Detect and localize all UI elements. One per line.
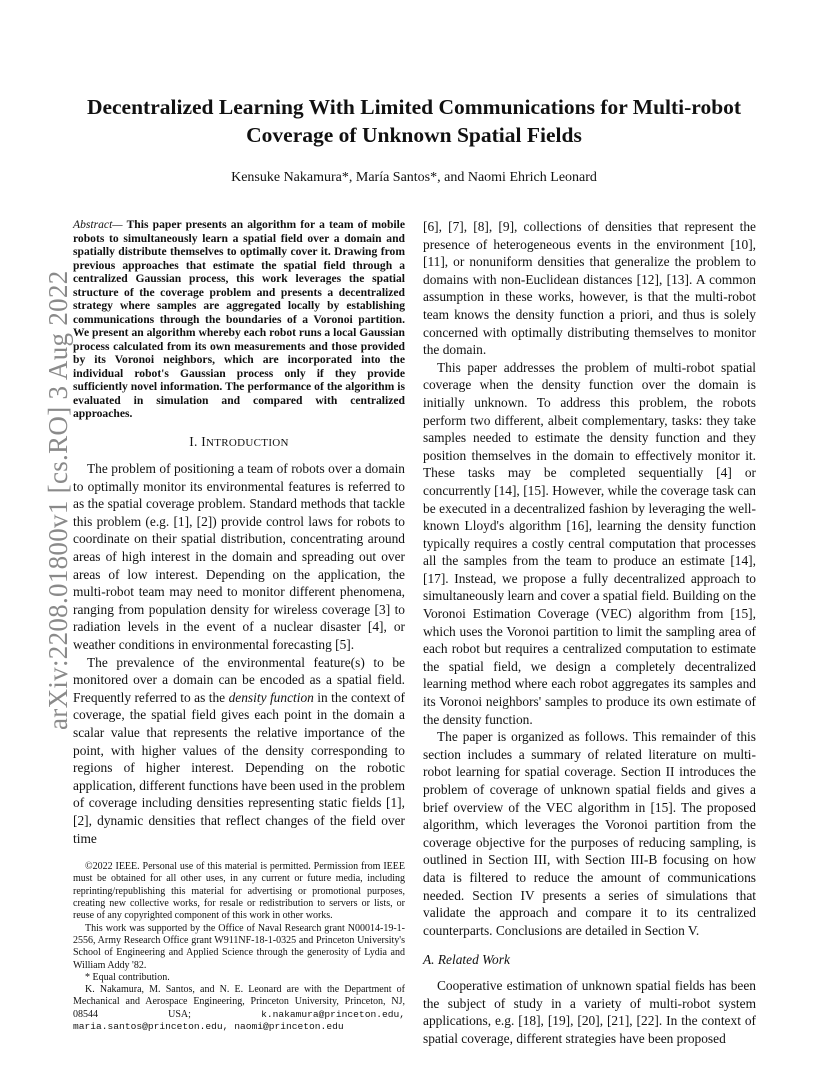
- related-work-paragraph: Cooperative estimation of unknown spatial fields has been the subject of study in a variety of multi-robot system applications, e.g. [18], [19], [20], [21], [22]. In the context of spatial coverage, different strategies have been proposed: [423, 977, 756, 1046]
- left-column: [73, 218, 405, 1033]
- intro-paragraph-2: [73, 654, 405, 848]
- abstract: [73, 218, 405, 421]
- intro-p2-end: in the context of coverage, the spatial field gives each point in the domain a scalar value that represents the relative importance of the point, with higher values of the density corresponding to regions of higher interest. Depending on the robotic application, different functions have been used in the problem of coverage including densities representing static fields [1], [2], dynamic densities that reflect changes of the field over time: [73, 689, 406, 846]
- paper-title: Decentralized Learning With Limited Communications for Multi-robot Coverage of Unknown Spatial Fields: [86, 95, 742, 147]
- copyright-notice: ©2022 IEEE. Personal use of this material is permitted. Permission from IEEE must be obtained for all other uses, in any current or future media, including reprinting/republishing this material for advertising or promotional purposes, creating new collective works, for resale or redistribution to servers or lists, or reuse of any copyrighted component of this work in other works.: [73, 861, 405, 922]
- intro-paragraph-1: The problem of positioning a team of robots over a domain to optimally monitor its environmental features is referred to as the spatial coverage problem. Standard methods that tackle this problem (e.g. [1], [2]) provide control laws for robots to coordinate on their spatial distribution, concentrating around areas of high interest in the domain and spreading out over areas of low interest. Depending on the application, the multi-robot team may need to monitor different phenomena, ranging from population density for wireless coverage [3] to radiation levels in the event of a nuclear disaster [4], or weather conditions in environmental forecasting [5].: [73, 461, 405, 653]
- arxiv-identifier: arXiv:2208.01800v1 [cs.RO] 3 Aug 2022: [43, 270, 73, 730]
- right-paragraph-2: This paper addresses the problem of multi-robot spatial coverage when the density function over the domain is initially unknown. To address this problem, the robots perform two different, albeit complementary, tasks: they take samples needed to estimate the density function and they position themselves in the domain to effectively monitor it. These tasks may be completed sequentially [4] or concurrently [14], [15]. However, while the coverage task can be executed in a decentralized fashion by leveraging the well-known Lloyd's algorithm [16], learning the density function typically requires a costly central computation that processes all the samples from the team to produce an estimate [14], [17]. Instead, we propose a fully decentralized approach to simultaneously learn and cover a spatial field. Building on the Voronoi Estimation Coverage (VEC) algorithm from [15], which uses the Voronoi partition to limit the sampling area of each robot but requires a centralized computation to estimate the spatial field, we design a completely decentralized learning method where each robot aggregates its samples and its Voronoi neighbors' samples to produce its own estimate of the density function.: [423, 359, 756, 727]
- equal-contribution-note: * Equal contribution.: [85, 971, 170, 983]
- footnotes: [73, 861, 405, 1033]
- paper-authors: Kensuke Nakamura*, María Santos*, and Naomi Ehrich Leonard: [231, 170, 597, 185]
- affiliation-note: [73, 984, 405, 1033]
- right-paragraph-3: The paper is organized as follows. This remainder of this section includes a summary of related literature on multi-robot learning for spatial coverage. Section II introduces the problem of coverage of unknown spatial fields and gives a brief overview of the VEC algorithm in [15]. The proposed algorithm, which leverages the Voronoi partition from the coverage objective for the purposes of reducing sampling, is outlined in Section III, with Section III-B focusing on how data is filtered to reduce the amount of communications needed. Section IV presents a series of simulations that validate the approach and compare it to its centralized counterparts. Conclusions are detailed in Section V.: [423, 729, 756, 938]
- funding-note: This work was supported by the Office of Naval Research grant N00014-19-1-2556, Army Research Office grant W911NF-18-1-0325 and Princeton University's School of Engineering and Applied Science through the generosity of Lydia and William Addy '82.: [73, 922, 405, 971]
- subsection-heading-related-work: A. Related Work: [423, 952, 510, 968]
- author-emails: k.nakamura@princeton.edu, maria.santos@princeton.edu, naomi@princeton.edu: [73, 1008, 405, 1033]
- right-paragraph-1: [6], [7], [8], [9], collections of densities that represent the presence of heterogeneous events in the environment [10], [11], or nonuniform densities that generalize the problem to domains with non-Euclidean distances [12], [13]. A common assumption in these works, however, is that the multi-robot team knows the density function a priori, and thus is solely concerned with optimally distributing themselves to monitor the domain.: [423, 219, 756, 358]
- abstract-text: This paper presents an algorithm for a team of mobile robots to simultaneously learn a spatial field over a domain and spatially distribute themselves to optimally cover it. Drawing from previous approaches that estimate the spatial field through a centralized Gaussian process, this work leverages the spatial structure of the coverage problem and presents a decentralized strategy where samples are aggregated locally by establishing communications through the boundaries of a Voronoi partition. We present an algorithm whereby each robot runs a local Gaussian process calculated from its own measurements and those provided by its Voronoi neighbors, which are incorporated into the individual robot's Gaussian process only if they provide sufficiently novel information. The performance of the algorithm is evaluated in simulation and compared with centralized approaches.: [73, 218, 405, 420]
- affiliation-text: K. Nakamura, M. Santos, and N. E. Leonard are with the Department of Mechanical and Aerospace Engineering, Princeton University, Princeton, NJ, 08544 USA;: [73, 984, 405, 1020]
- intro-p2-start: The prevalence of the environmental feature(s) to be monitored over a domain can be encoded as a spatial field. Frequently referred to as the: [73, 654, 405, 705]
- abstract-label: Abstract—: [73, 218, 123, 231]
- right-column: [423, 218, 756, 1047]
- section-heading-introduction: I. INTRODUCTION: [189, 433, 289, 449]
- arxiv-sidebar: [18, 270, 73, 730]
- density-function-term: density function: [228, 689, 314, 705]
